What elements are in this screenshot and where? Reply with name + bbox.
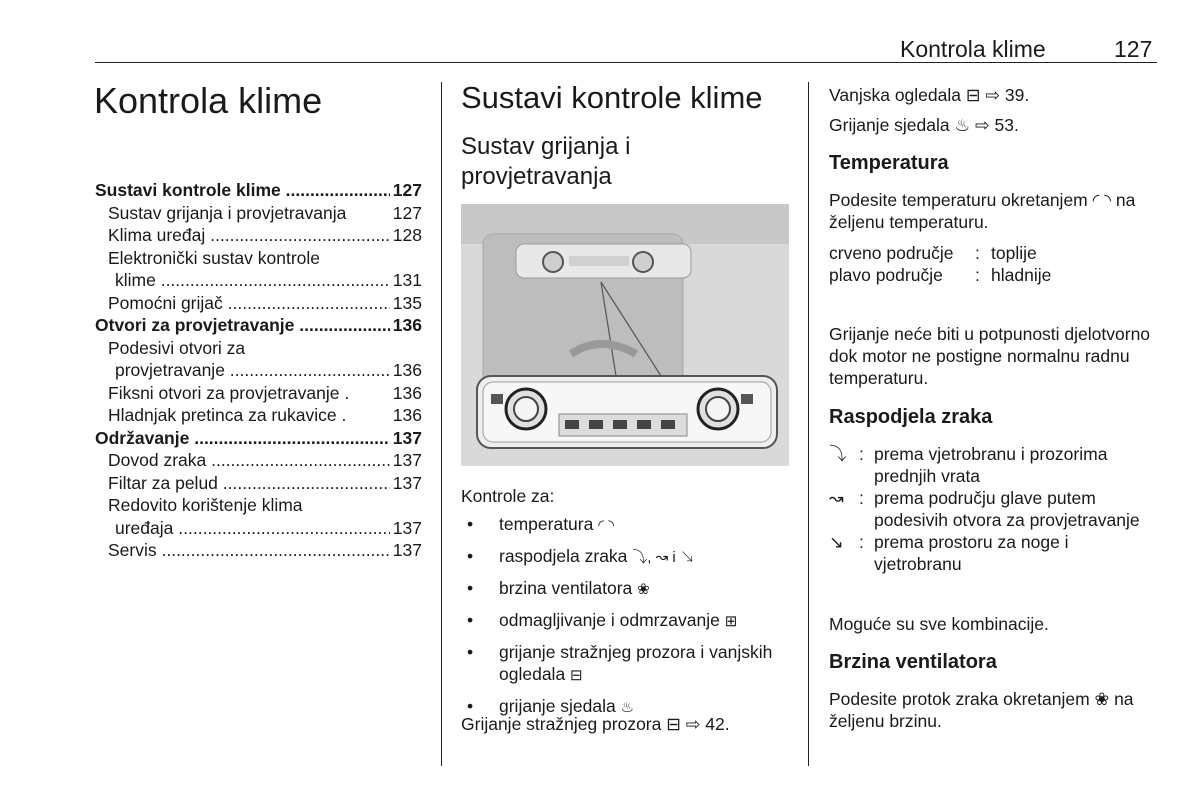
control-symbol-icon: ⊞ [724, 613, 738, 630]
separator-colon: : [859, 444, 864, 464]
separator-colon: : [975, 265, 980, 285]
temperature-row [829, 242, 1149, 264]
controls-list [461, 513, 786, 727]
toc-entry [95, 337, 422, 360]
toc-entry-label: uređaja ..... [115, 517, 390, 540]
toc-entry-label: provjetravanje ..... [115, 359, 390, 382]
toc-entry-label: Elektronički sustav kontrole [108, 247, 321, 268]
air-distribution-note: Moguće su sve kombinacije. [829, 614, 1049, 634]
toc-entry [95, 292, 422, 315]
toc-entry [95, 449, 422, 472]
toc-entry [95, 494, 422, 517]
toc-entry [95, 247, 422, 270]
temperature-table [829, 242, 1149, 286]
control-symbol-icon: ⊟ [570, 667, 583, 684]
temperature-zone: crveno područje [829, 243, 954, 263]
chapter-title: Kontrola klime [94, 80, 323, 121]
bullet-item [461, 545, 786, 569]
air-distribution-text: prema prostoru za noge i vjetrobranu [874, 532, 1069, 574]
toc-entry-label: Filtar za pelud ..... [108, 472, 390, 495]
seat-heating-reference: Grijanje sjedala ♨ ⇨ 53. [829, 115, 1019, 135]
bullet-text: grijanje stražnjeg prozora i vanjskih ogledala [499, 642, 773, 684]
control-symbol-icon: ⤵, ↝ i ↘ [632, 549, 695, 566]
temperature-effect: toplije [991, 243, 1037, 263]
toc-entry-label: Redovito korištenje klima [108, 495, 303, 515]
column-divider-1 [441, 82, 442, 766]
toc-entry [95, 224, 422, 247]
bullet-text: temperatura [499, 514, 594, 534]
page-number: 127 [1114, 36, 1153, 62]
temperature-text: Podesite temperaturu okretanjem ◜ ◝ na željenu temperaturu. [829, 190, 1136, 232]
air-distribution-list [829, 443, 1159, 575]
toc-entry-page: 137 [392, 517, 422, 538]
toc-entry [95, 202, 422, 225]
separator-colon: : [975, 243, 980, 263]
toc-entry-page: 127 [392, 202, 422, 223]
toc-entry-label: Hladnjak pretinca za rukavice . [108, 405, 347, 425]
temperature-effect: hladnije [991, 265, 1052, 285]
controls-intro: Kontrole za: [461, 486, 555, 506]
air-distribution-heading: Raspodjela zraka [829, 406, 993, 428]
bullet-text: raspodjela zraka [499, 546, 628, 566]
air-flow-icon: ↘ [829, 532, 844, 552]
toc-entry-page: 136 [392, 405, 422, 425]
toc-entry-label: klime ..... [115, 269, 390, 292]
table-of-contents [95, 179, 422, 562]
temperature-zone: plavo područje [829, 265, 943, 285]
air-distribution-item [829, 487, 1159, 531]
subsection-heading: Sustav grijanja i provjetravanja [461, 133, 631, 190]
toc-entry-page: 137 [392, 472, 422, 493]
bullet-item [461, 577, 786, 601]
toc-entry-label: Pomoćni grijač ..... [108, 292, 390, 315]
separator-colon: : [859, 488, 864, 508]
bullet-text: brzina ventilatora [499, 578, 633, 598]
control-symbol-icon: ◜ ◝ [598, 517, 615, 534]
toc-entry-label: Dovod zraka ..... [108, 449, 390, 472]
toc-entry-label: Klima uređaj ..... [108, 224, 390, 247]
header-rule [95, 62, 1157, 63]
section-heading: Sustavi kontrole klime [461, 80, 763, 115]
toc-entry-label: Održavanje ..... [95, 427, 390, 450]
toc-entry [95, 359, 422, 382]
toc-entry-page: 128 [392, 225, 422, 245]
air-flow-icon: ⤵ [829, 444, 847, 464]
bullet-text: grijanje sjedala [499, 696, 616, 716]
toc-entry-page: 136 [392, 360, 422, 380]
toc-entry-page: 135 [392, 292, 422, 313]
toc-entry [95, 427, 422, 450]
toc-entry-label: Sustavi kontrole klime ..... [95, 179, 390, 202]
toc-entry-page: 136 [392, 382, 422, 403]
toc-entry [95, 179, 422, 202]
control-symbol-icon: ♨ [620, 699, 635, 716]
bullet-item [461, 641, 786, 687]
bullet-item [461, 609, 786, 633]
air-distribution-item [829, 531, 1159, 575]
toc-entry [95, 382, 422, 405]
control-symbol-icon: ❀ [637, 581, 650, 598]
mirrors-reference: Vanjska ogledala ⊟ ⇨ 39. [829, 85, 1030, 105]
toc-entry-label: Sustav grijanja i provjetravanja [108, 202, 347, 223]
toc-entry-page: 137 [392, 450, 422, 470]
rear-window-reference: Grijanje stražnjeg prozora ⊟ ⇨ 42. [461, 714, 730, 734]
column-divider-2 [808, 82, 809, 766]
toc-entry [95, 269, 422, 292]
fan-speed-heading: Brzina ventilatora [829, 651, 997, 673]
bullet-text: odmagljivanje i odmrzavanje [499, 610, 720, 630]
air-flow-icon: ↝ [829, 488, 844, 508]
toc-entry [95, 404, 422, 427]
toc-entry [95, 314, 422, 337]
toc-entry-page: 136 [392, 315, 422, 335]
toc-entry-page: 127 [392, 180, 422, 200]
air-distribution-item [829, 443, 1159, 487]
toc-entry [95, 517, 422, 540]
fan-speed-text: Podesite protok zraka okretanjem ❀ na željenu brzinu. [829, 689, 1134, 731]
toc-entry-label: Fiksni otvori za provjetravanje . [108, 382, 350, 403]
running-header-title: Kontrola klime [900, 36, 1046, 62]
toc-entry [95, 539, 422, 562]
toc-entry-label: Servis ..... [108, 539, 390, 562]
temperature-note: Grijanje neće biti u potpunosti djelotvorno dok motor ne postigne normalnu radnu temperaturu. [829, 324, 1151, 388]
temperature-row [829, 264, 1149, 286]
air-distribution-text: prema području glave putem podesivih otvora za provjetravanje [874, 488, 1140, 530]
air-distribution-text: prema vjetrobranu i prozorima prednjih vrata [874, 444, 1108, 486]
toc-entry-page: 137 [392, 427, 422, 448]
toc-entry-label: Podesivi otvori za [108, 337, 246, 358]
toc-entry [95, 472, 422, 495]
toc-entry-page: 137 [392, 540, 422, 560]
separator-colon: : [859, 532, 864, 552]
toc-entry-page: 131 [392, 270, 422, 290]
climate-control-panel-illustration [461, 204, 789, 466]
bullet-item [461, 513, 786, 537]
toc-entry-label: Otvori za provjetravanje ..... [95, 314, 390, 337]
temperature-heading: Temperatura [829, 152, 949, 174]
